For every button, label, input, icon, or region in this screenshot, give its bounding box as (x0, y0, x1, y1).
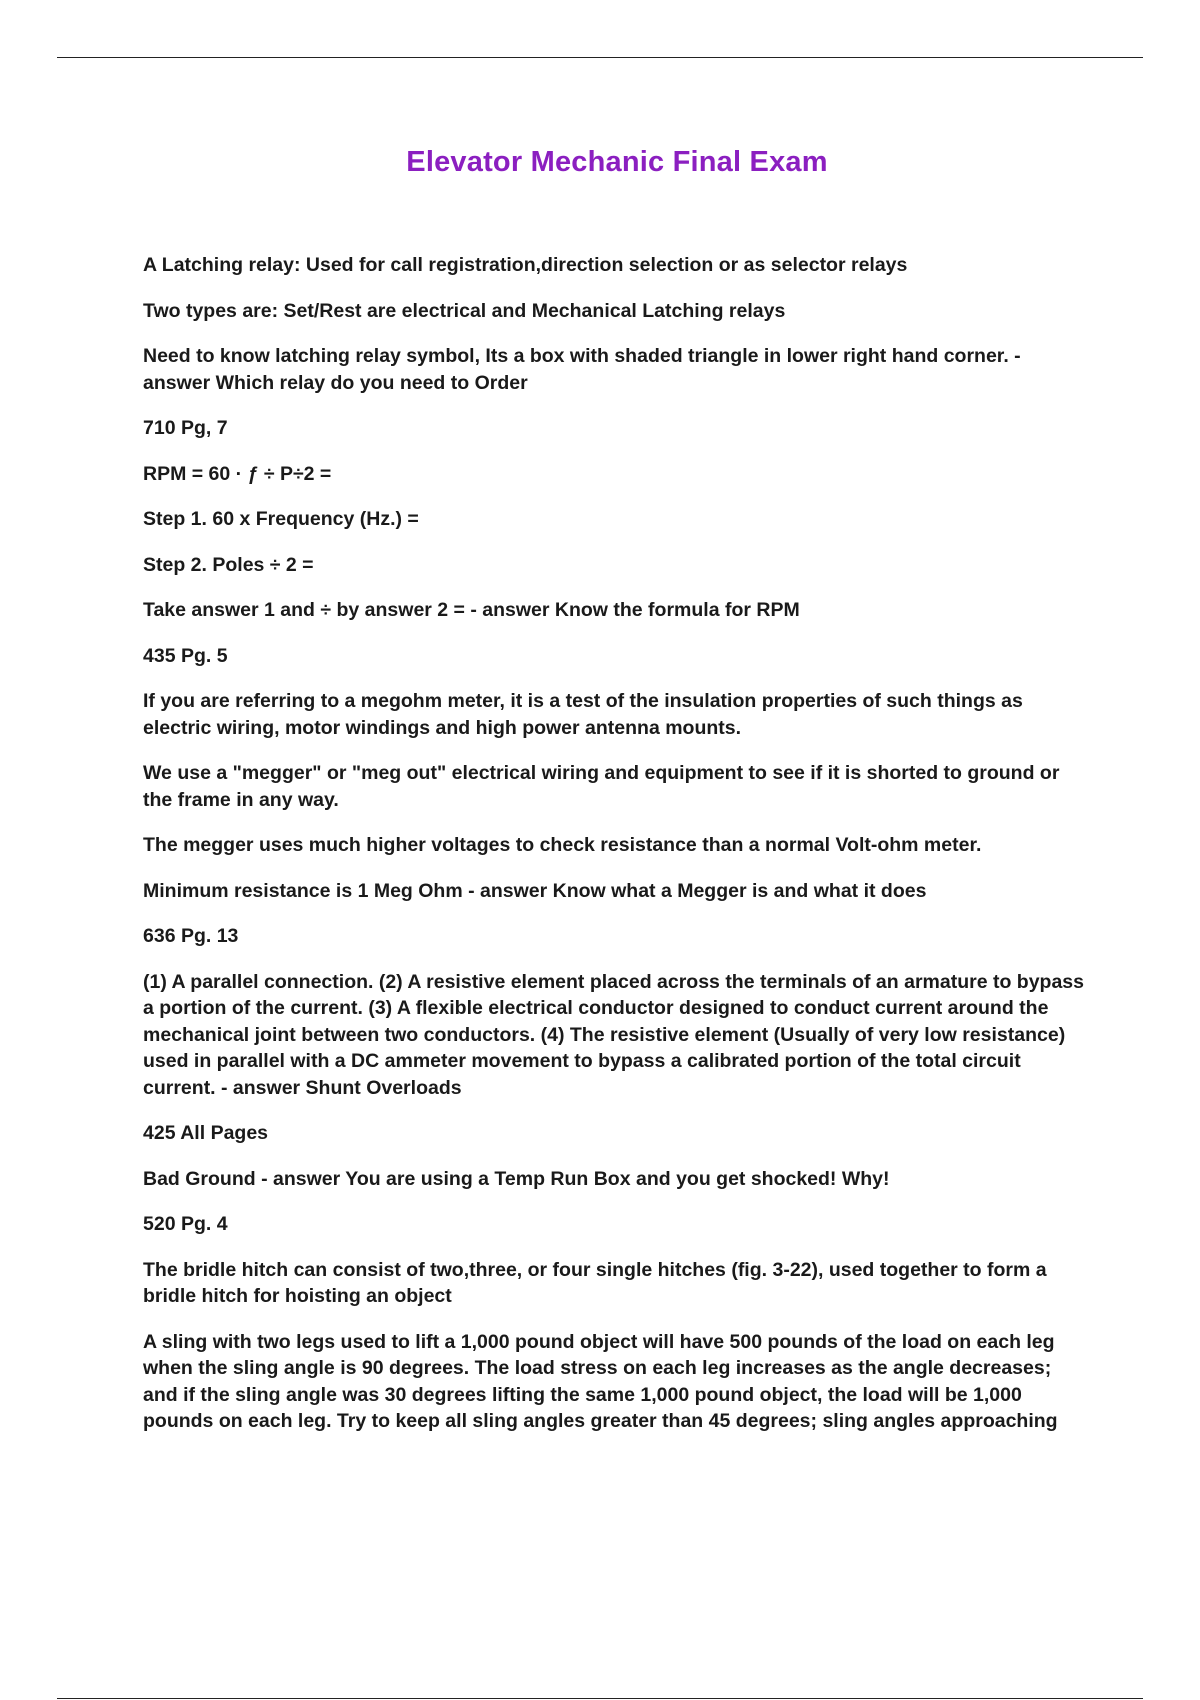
paragraph-rpm-answer: Take answer 1 and ÷ by answer 2 = - answer Know the formula for RPM (143, 599, 800, 621)
page-reference: 520 Pg. 4 (143, 1213, 228, 1235)
paragraph-sling-angles: A sling with two legs used to lift a 1,000 pound object will have 500 pounds of the load on each leg when the sling angle is 90 degrees. The load stress on each leg increases as the angle decreases; and if the sling angle was 30 degrees lifting the same 1,000 pound object, the load will be 1,000 pounds on each leg. Try to keep all sling angles greater than 45 degrees; sling angles approaching (143, 1330, 1058, 1432)
page-reference: 435 Pg. 5 (143, 644, 228, 667)
paragraph-shunt-definition: (1) A parallel connection. (2) A resistive element placed across the terminals of an armature to bypass a portion of the current. (3) A flexible electrical conductor designed to conduct current around the mechanical joint between two conductors. (4) The resistive element (Usually of very low resistance) used in parallel with a DC ammeter movement to bypass a calibrated portion of the total circuit current. - answer Shunt Overloads (143, 970, 1084, 1099)
paragraph-latching-relay: A Latching relay: Used for call registration,direction selection or as selector relays (143, 254, 908, 276)
paragraph-step-2: Step 2. Poles ÷ 2 = (143, 553, 314, 576)
footer-rule (57, 1698, 1143, 1699)
paragraph-rpm-formula: RPM = 60 · ƒ ÷ P÷2 = (143, 462, 332, 485)
paragraph-bad-ground: Bad Ground - answer You are using a Temp Run Box and you get shocked! Why! (143, 1167, 890, 1190)
page-reference: 425 All Pages (143, 1122, 269, 1144)
paragraph-relay-types: Two types are: Set/Rest are electrical and Mechanical Latching relays (143, 299, 786, 322)
page-reference: 710 Pg, 7 (143, 417, 228, 439)
header-rule (57, 57, 1143, 58)
paragraph-megger-use: We use a "megger" or "meg out" electrical wiring and equipment to see if it is shorted to ground or the frame in any way. (143, 762, 1060, 811)
paragraph-relay-symbol: Need to know latching relay symbol, Its a box with shaded triangle in lower right hand corner. - answer Which relay do you need to Order (143, 345, 1021, 394)
paragraph-megohm-meter: If you are referring to a megohm meter, it is a test of the insulation properties of such things as electric wiring, motor windings and high power antenna mounts. (143, 690, 1023, 739)
document-title: Elevator Mechanic Final Exam (406, 146, 828, 178)
paragraph-minimum-resistance: Minimum resistance is 1 Meg Ohm - answer Know what a Megger is and what it does (143, 879, 927, 902)
paragraph-step-1: Step 1. 60 x Frequency (Hz.) = (143, 508, 419, 530)
page-reference: 636 Pg. 13 (143, 925, 239, 947)
document-body (143, 252, 1088, 1454)
paragraph-bridle-hitch: The bridle hitch can consist of two,three, or four single hitches (fig. 3-22), used together to form a bridle hitch for hoisting an object (143, 1258, 1047, 1307)
paragraph-megger-voltage: The megger uses much higher voltages to check resistance than a normal Volt-ohm meter. (143, 834, 982, 856)
